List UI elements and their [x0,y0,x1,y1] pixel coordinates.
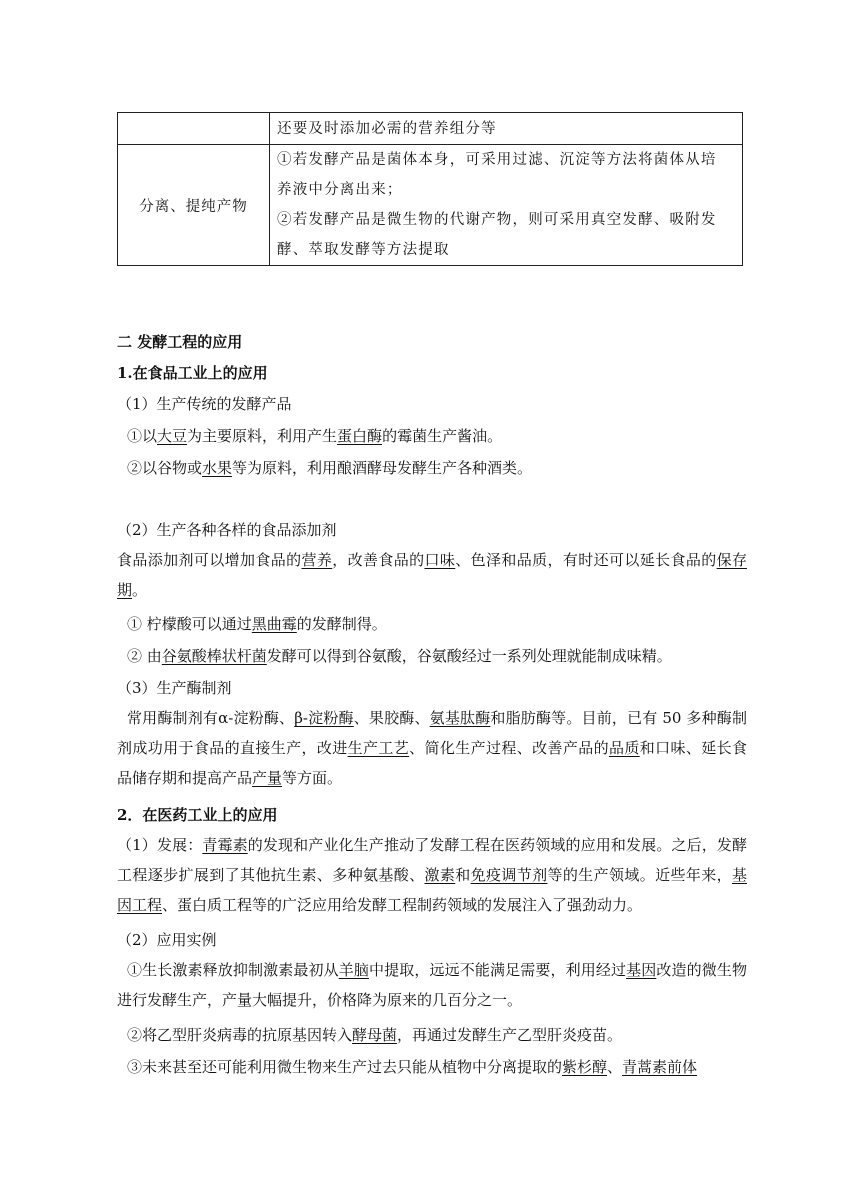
table-cell-line: ②若发酵产品是微生物的代谢产物，则可采用真空发酵、吸附发 [277,212,717,228]
list-item [127,1056,757,1078]
paragraph [117,955,747,1015]
text-run: 、简化生产过程、改善产品的 [409,739,609,757]
underlined-term: 紫杉醇 [562,1058,608,1076]
table-cell-line: ①若发酵产品是菌体本身，可采用过滤、沉淀等方法将菌体从培 [277,152,717,168]
item-heading: （1）生产传统的发酵产品 [117,395,292,413]
list-item [127,425,757,447]
item-heading: （2）生产各种各样的食品添加剂 [117,521,337,539]
underlined-term: 青霉素 [202,836,248,854]
underlined-term: 激素 [424,866,456,884]
paragraph [117,545,747,605]
text-run: ③未来甚至还可能利用微生物来生产过去只能从植物中分离提取的 [127,1058,563,1076]
paragraph [117,703,747,793]
text-run: ①以 [127,427,158,445]
text-run: 的霉菌生产酱油。 [382,427,503,445]
text-run: 发酵可以得到谷氨酸，谷氨酸经过一系列处理就能制成味精。 [266,647,672,665]
subsection-heading: 2．在医药工业上的应用 [117,806,278,824]
item-heading: （2）应用实例 [117,931,217,949]
text-run: 和 [455,866,471,884]
process-table [117,112,743,266]
text-run: 食品添加剂可以增加食品的 [117,551,302,569]
text-run: 等的生产领域。近些年来， [547,866,732,884]
underlined-term: 基因 [626,961,657,979]
underlined-term: 水果 [202,459,233,477]
underlined-term: 谷氨酸棒状杆菌 [161,647,267,665]
text-run: 的发酵制得。 [296,615,387,633]
table-cell-line: 酵、萃取发酵等方法提取 [277,242,450,258]
underlined-term: 口味 [424,551,456,569]
underlined-term: 青蒿素前体 [622,1058,698,1076]
text-run: ②将乙型肝炎病毒的抗原基因转入 [127,1026,353,1044]
text-run: ，再通过发酵生产乙型肝炎疫苗。 [397,1026,623,1044]
list-item [127,645,757,667]
text-run: 改造的微生物进行发酵生产，产量大幅提升，价格降为原来的几百分之一。 [117,961,747,1009]
text-run: 等方面。 [282,769,343,787]
underlined-term: 营养 [301,551,333,569]
underlined-term: β-淀粉酶 [294,709,354,727]
text-run: ，改善食品的 [332,551,425,569]
text-run: ② 由 [127,647,162,665]
underlined-term: 黑曲霉 [251,615,297,633]
text-run: 、果胶酶、 [353,709,430,727]
list-item [127,1024,757,1046]
paragraph [117,830,747,920]
underlined-term: 酵母菌 [352,1026,398,1044]
text-run: 常用酶制剂有α-淀粉酶、 [127,709,295,727]
underlined-term: 氨基肽酶 [429,709,491,727]
underlined-term: 产量 [252,769,283,787]
text-run: ②以谷物或 [127,459,203,477]
text-run: 的发现和产业化生产推动了发酵工程在医药领域的应用和发展。之后，发酵工程逐步扩展到了其他抗生素、多种氨基酸、 [117,836,747,884]
text-run: ①生长激素释放抑制激素最初从 [127,961,339,979]
table-cell-content [270,145,743,266]
text-run: （1）发展： [117,836,203,854]
table-row [118,145,743,266]
section-title: 二 发酵工程的应用 [117,333,243,351]
text-run: ① 柠檬酸可以通过 [127,615,252,633]
text-run: 等为原料，利用酿酒酵母发酵生产各种酒类。 [232,459,533,477]
text-run: 和口味、延长食品储存期和提高产品 [117,739,747,787]
underlined-term: 品质 [608,739,640,757]
underlined-term: 保存期 [117,551,747,599]
text-run: 中提取，远远不能满足需要，利用经过 [368,961,627,979]
underlined-term: 羊脑 [338,961,369,979]
text-run: 和脂肪酶等。目前，已有 50 多种酶制剂成功用于食品的直接生产，改进 [117,709,747,757]
underlined-term: 大豆 [157,427,188,445]
list-item [127,457,757,479]
text-run: 、 [607,1058,623,1076]
underlined-term: 蛋白酶 [337,427,383,445]
table-cell-line: 还要及时添加必需的营养组分等 [277,120,497,137]
table-cell-line: 养液中分离出来； [277,182,403,198]
table-row [118,113,743,145]
text-run: 、蛋白质工程等的广泛应用给发酵工程制药领域的发展注入了强劲动力。 [162,896,643,914]
table-cell-label: 分离、提纯产物 [118,145,270,266]
table-cell-label [118,113,270,145]
text-run: 。 [132,581,148,599]
table-cell-content [270,113,743,145]
underlined-term: 生产工艺 [347,739,410,757]
text-run: 为主要原料，利用产生 [187,427,338,445]
underlined-term: 免疫调节剂 [470,866,548,884]
underlined-term: 基因工程 [117,866,747,914]
item-heading: （3）生产酶制剂 [117,679,232,697]
subsection-heading: 1.在食品工业上的应用 [117,364,268,382]
text-run: 、色泽和品质，有时还可以延长食品的 [455,551,717,569]
list-item [127,613,757,635]
